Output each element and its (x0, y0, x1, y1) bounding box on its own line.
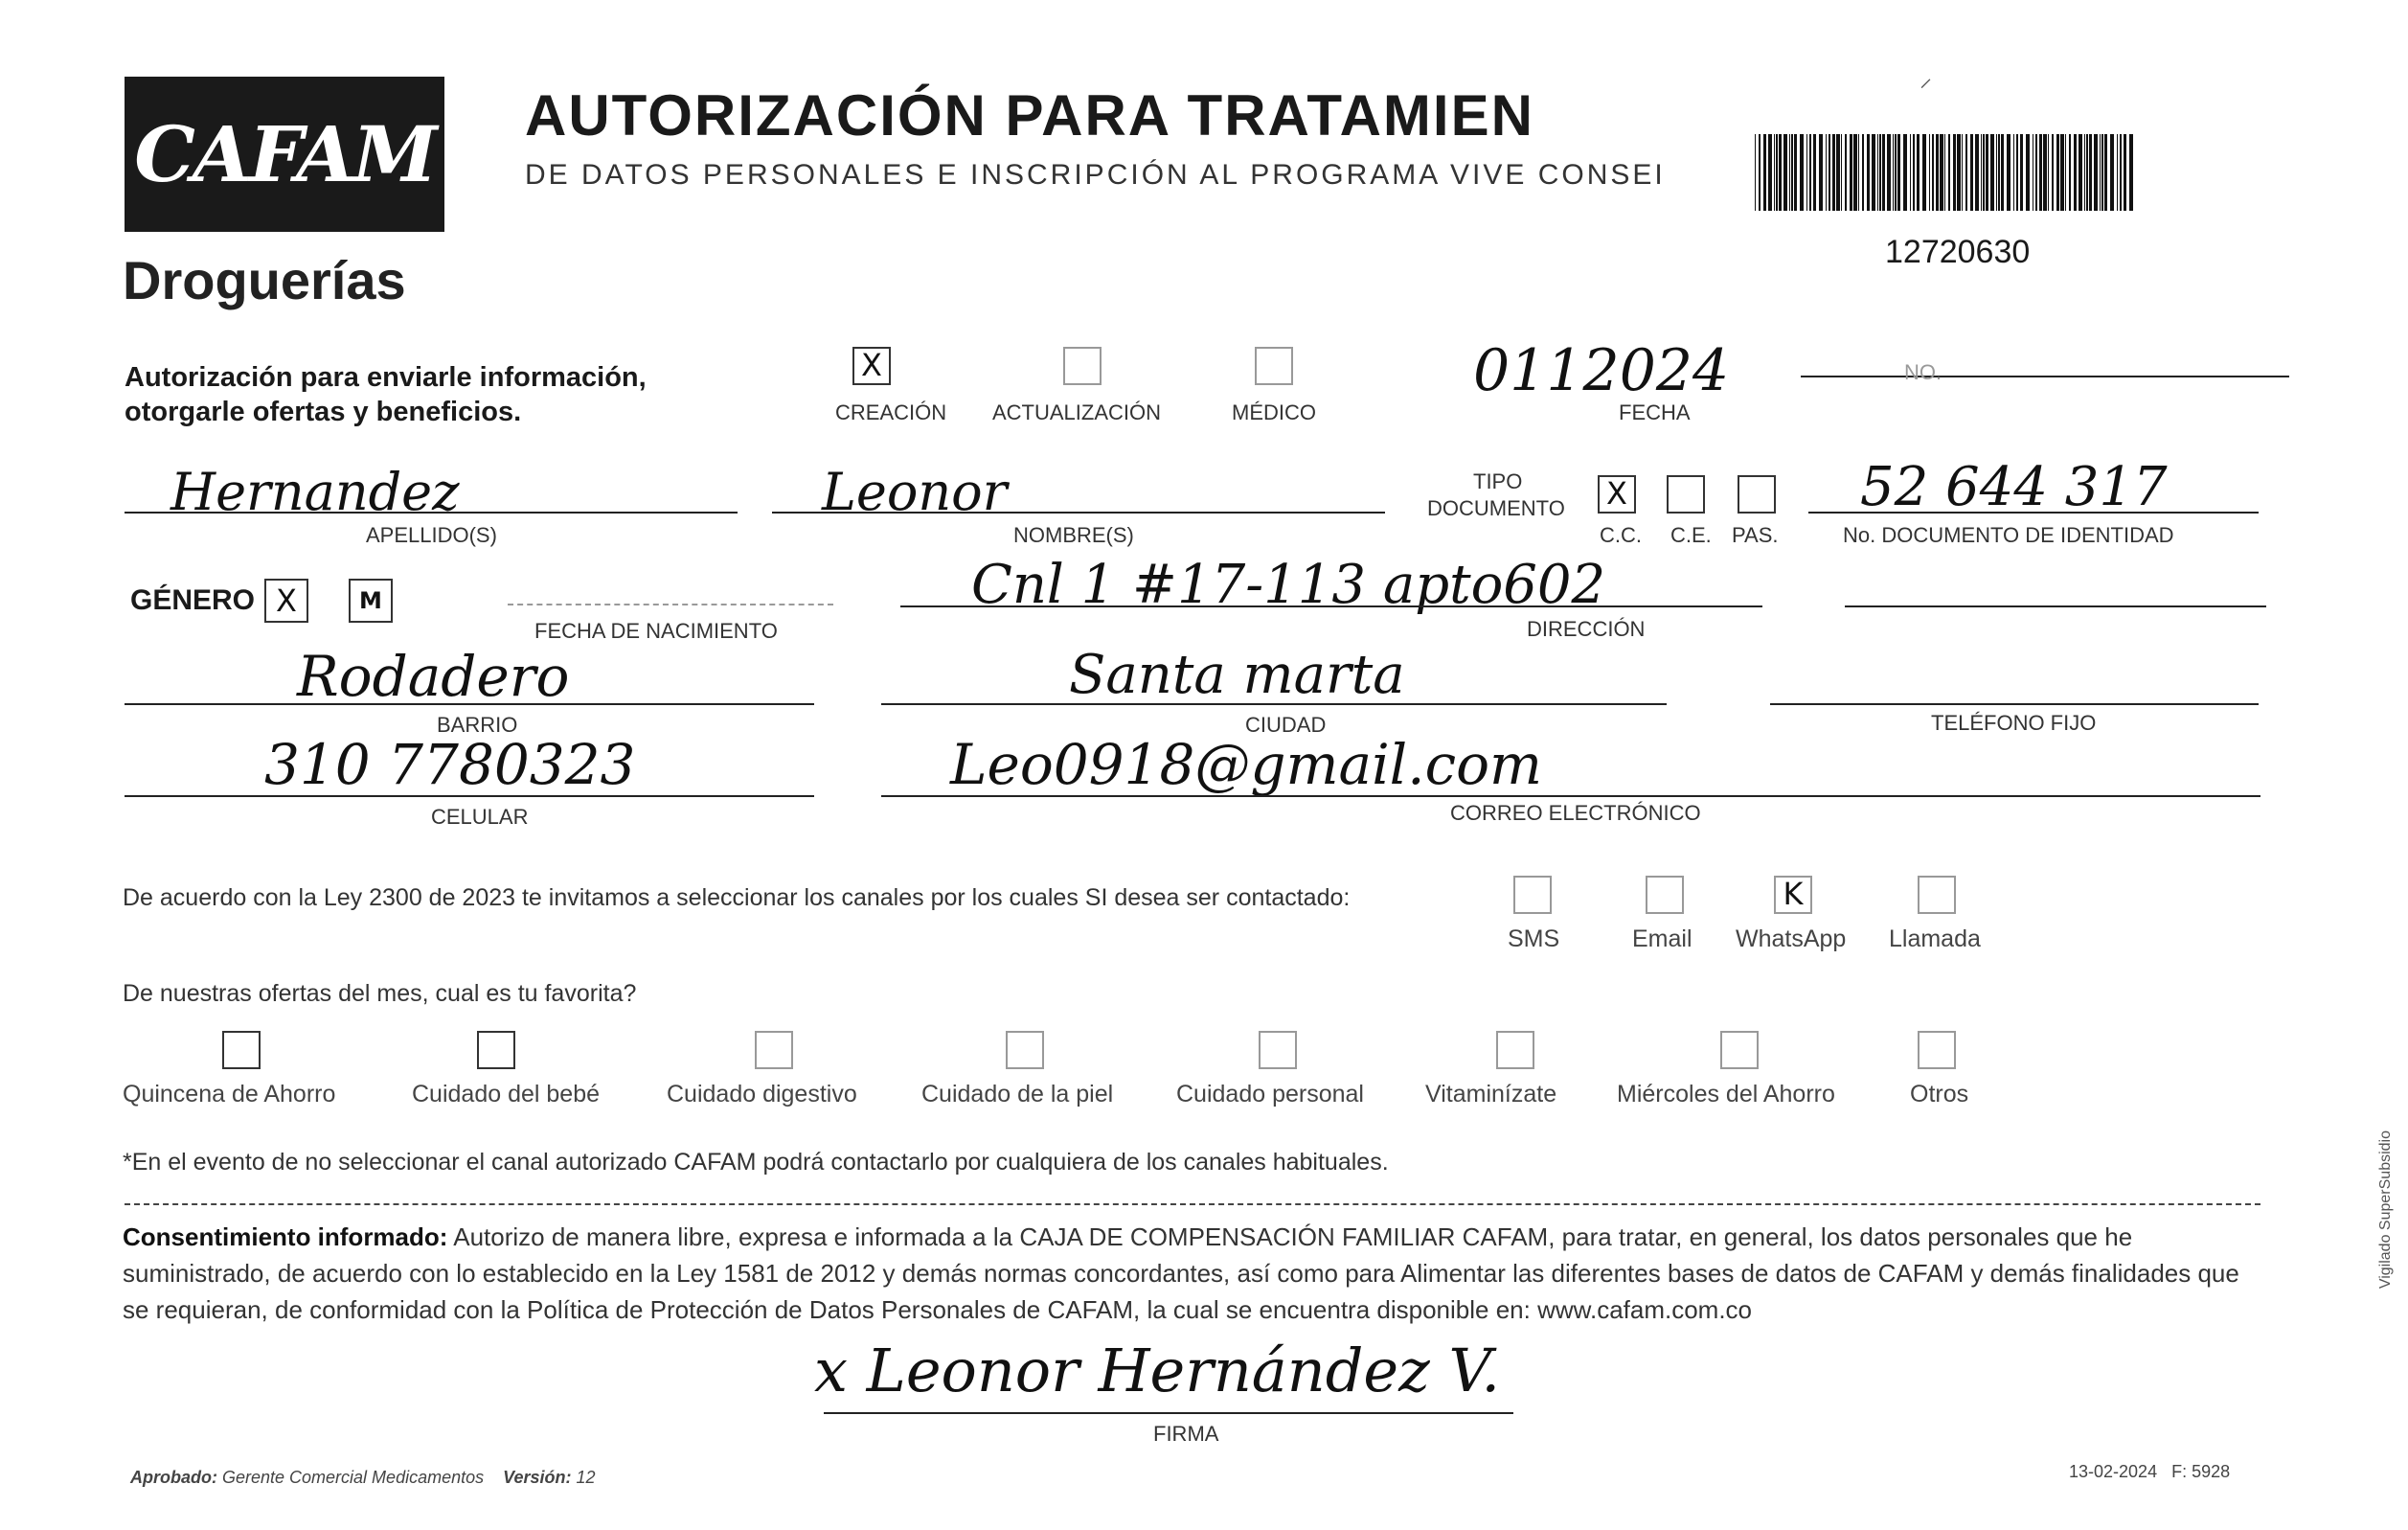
barcode-bar (2124, 134, 2126, 211)
barcode-bar (1832, 134, 1835, 211)
barcode-bar (2117, 134, 2118, 211)
barcode-bar (1877, 134, 1878, 211)
barcode-bar (1867, 134, 1870, 211)
barcode-bar (1965, 134, 1967, 211)
offer-miercoles-label: Miércoles del Ahorro (1617, 1081, 1835, 1108)
barcode-bar (1944, 134, 1945, 211)
offer-bebe-label: Cuidado del bebé (412, 1081, 600, 1108)
barcode-bar (1910, 134, 1911, 211)
genero-f-checkbox[interactable]: X (264, 579, 308, 623)
genero-label: GÉNERO (130, 584, 256, 616)
barcode-bar (1998, 134, 2000, 211)
barcode-bar (1813, 134, 1816, 211)
barcode-bar (1841, 134, 1842, 211)
barcode-bar (1789, 134, 1790, 211)
barrio-line (125, 703, 814, 705)
offer-personal-label: Cuidado personal (1176, 1081, 1364, 1108)
tipo-doc-label-1: TIPO (1473, 469, 1523, 493)
medico-checkbox[interactable] (1255, 347, 1293, 385)
fecha-value[interactable]: 0112024 (1473, 337, 1730, 404)
barcode (1753, 134, 2136, 211)
barcode-bar (2060, 134, 2064, 211)
auth-text-1: Autorización para enviarle información, (125, 362, 647, 393)
barcode-bar (1759, 134, 1761, 211)
offer-miercoles-checkbox[interactable] (1720, 1031, 1759, 1069)
barcode-bar (1779, 134, 1782, 211)
offer-digestivo-label: Cuidado digestivo (667, 1081, 857, 1108)
footer-date-code: 13-02-2024 F: 5928 (2069, 1462, 2231, 1481)
barcode-bar (1755, 134, 1756, 211)
barcode-bar (2007, 134, 2010, 211)
direccion-value[interactable]: Cnl 1 #17-113 apto602 (971, 554, 1606, 616)
barcode-bar (1962, 134, 1963, 211)
barcode-bar (1953, 134, 1956, 211)
barcode-bar (2026, 134, 2030, 211)
ciudad-value[interactable]: Santa marta (1069, 644, 1405, 706)
offer-otros-checkbox[interactable] (1918, 1031, 1956, 1069)
medico-label: MÉDICO (1232, 400, 1316, 424)
offer-bebe-checkbox[interactable] (477, 1031, 515, 1069)
barcode-bar (1970, 134, 1973, 211)
barcode-bar (1806, 134, 1807, 211)
whatsapp-label: WhatsApp (1736, 925, 1847, 952)
pas-label: PAS. (1732, 523, 1779, 547)
fecha-nacimiento-line (508, 604, 833, 605)
barcode-bar (2043, 134, 2047, 211)
barrio-label: BARRIO (437, 713, 518, 737)
barcode-bar (1996, 134, 1997, 211)
barcode-bar (1791, 134, 1793, 211)
celular-label: CELULAR (431, 805, 529, 829)
barcode-bar (1895, 134, 1897, 211)
offers-question: De nuestras ofertas del mes, cual es tu favorita? (123, 980, 637, 1007)
form-title: AUTORIZACIÓN PARA TRATAMIEN (525, 83, 1534, 148)
aprobado-value: Gerente Comercial Medicamentos (222, 1468, 485, 1487)
nombres-value[interactable]: Leonor (822, 462, 1008, 522)
barcode-bar (1913, 134, 1915, 211)
nombres-line (772, 512, 1385, 514)
offer-otros-label: Otros (1910, 1081, 1969, 1108)
barcode-bar (1826, 134, 1827, 211)
barcode-bar (2035, 134, 2037, 211)
documento-value[interactable]: 52 644 317 (1860, 456, 2168, 518)
barcode-bar (2016, 134, 2018, 211)
offer-vitaminizate-checkbox[interactable] (1496, 1031, 1534, 1069)
sms-label: SMS (1508, 925, 1560, 952)
whatsapp-checkbox[interactable]: K (1774, 876, 1812, 914)
llamada-label: Llamada (1889, 925, 1981, 952)
direccion-label: DIRECCIÓN (1527, 617, 1646, 641)
aprobado-label: Aprobado: (130, 1468, 217, 1487)
pen-mark: ⸝ (1920, 63, 1933, 92)
barcode-number: 12720630 (1885, 234, 2031, 270)
apellidos-value[interactable]: Hernandez (170, 462, 460, 522)
offer-personal-checkbox[interactable] (1259, 1031, 1297, 1069)
barcode-bar (1940, 134, 1943, 211)
offer-vitaminizate-label: Vitaminízate (1425, 1081, 1557, 1108)
brand-subtitle: Droguerías (123, 250, 406, 310)
barcode-bar (1879, 134, 1881, 211)
barcode-bar (2101, 134, 2103, 211)
barcode-bar (1768, 134, 1772, 211)
barcode-bar (1829, 134, 1830, 211)
footer-approval (130, 1468, 596, 1488)
ce-checkbox[interactable] (1667, 475, 1705, 514)
cafam-logo (125, 77, 444, 232)
barcode-bar (1836, 134, 1840, 211)
barcode-bar (2104, 134, 2107, 211)
signature-line (824, 1412, 1513, 1414)
barcode-bar (1990, 134, 1994, 211)
barcode-bar (2100, 134, 2101, 211)
celular-value[interactable]: 310 7780323 (264, 732, 636, 797)
barcode-bar (1853, 134, 1857, 211)
direccion-line-2 (1845, 605, 2266, 607)
section-divider (125, 1203, 2260, 1205)
barcode-bar (2039, 134, 2042, 211)
sms-checkbox[interactable] (1513, 876, 1552, 914)
barcode-bar (2086, 134, 2088, 211)
channels-question: De acuerdo con la Ley 2300 de 2023 te invitamos a seleccionar los canales por los cuales SI desea ser contactado: (123, 884, 1351, 911)
correo-label: CORREO ELECTRÓNICO (1450, 801, 1701, 825)
barcode-bar (1903, 134, 1907, 211)
offer-quincena-checkbox[interactable] (222, 1031, 261, 1069)
barcode-bar (1862, 134, 1864, 211)
apellidos-label: APELLIDO(S) (366, 523, 497, 547)
barcode-bar (1936, 134, 1939, 211)
version-value: 12 (576, 1468, 596, 1487)
consent-block (123, 1219, 2260, 1328)
pas-checkbox[interactable] (1738, 475, 1776, 514)
offer-piel-label: Cuidado de la piel (921, 1081, 1114, 1108)
email-checkbox[interactable] (1646, 876, 1684, 914)
barcode-bar (1981, 134, 1982, 211)
logo-text: CAFAM (134, 109, 435, 199)
ciudad-line (881, 703, 1667, 705)
correo-line (881, 795, 2260, 797)
celular-line (125, 795, 814, 797)
barcode-bar (2129, 134, 2133, 211)
actualizacion-label: ACTUALIZACIÓN (992, 400, 1162, 424)
no-label: NO. (1904, 360, 1942, 384)
barcode-bar (2120, 134, 2122, 211)
genero-m-checkbox[interactable]: M (349, 579, 393, 623)
barcode-bar (1983, 134, 1985, 211)
barcode-bar (2013, 134, 2014, 211)
barcode-bar (2089, 134, 2092, 211)
barcode-bar (1850, 134, 1852, 211)
channel-note: *En el evento de no seleccionar el canal autorizado CAFAM podrá contactarlo por cualquiera de los canales habituales. (123, 1149, 1389, 1176)
llamada-checkbox[interactable] (1918, 876, 1956, 914)
telefono-label: TELÉFONO FIJO (1931, 711, 2097, 735)
telefono-line (1770, 703, 2259, 705)
barcode-bar (1809, 134, 1811, 211)
creacion-label: CREACIÓN (835, 400, 947, 424)
cc-checkbox[interactable]: X (1598, 475, 1636, 514)
offer-quincena-label: Quincena de Ahorro (123, 1081, 336, 1108)
barcode-bar (1986, 134, 1988, 211)
barcode-bar (1794, 134, 1797, 211)
apellidos-line (125, 512, 738, 514)
barcode-bar (1917, 134, 1920, 211)
nombres-label: NOMBRE(S) (1013, 523, 1134, 547)
barcode-bar (1858, 134, 1859, 211)
offer-digestivo-checkbox[interactable] (755, 1031, 793, 1069)
version-label: Versión: (503, 1468, 572, 1487)
barcode-bar (1948, 134, 1950, 211)
barcode-bar (1872, 134, 1875, 211)
offer-piel-checkbox[interactable] (1006, 1031, 1044, 1069)
barcode-bar (1897, 134, 1900, 211)
tipo-doc-label-2: DOCUMENTO (1427, 496, 1565, 520)
documento-label: No. DOCUMENTO DE IDENTIDAD (1843, 523, 2174, 547)
actualizacion-checkbox[interactable] (1063, 347, 1102, 385)
barcode-bar (2056, 134, 2059, 211)
form-subtitle: DE DATOS PERSONALES E INSCRIPCIÓN AL PROGRAMA VIVE CONSEI (525, 159, 1666, 191)
barcode-bar (1882, 134, 1885, 211)
barcode-bar (1893, 134, 1894, 211)
barcode-bar (1975, 134, 1979, 211)
no-line (1801, 376, 2289, 377)
documento-line (1808, 512, 2259, 514)
consent-text: Autorizo de manera libre, expresa e informada a la CAJA DE COMPENSACIÓN FAMILIAR CAFAM, para tratar, en general, los datos personales que he suministrado, de acuerdo con lo establecido en la Ley 1581 de 2012 y demás normas concordantes, así como para Alimentar las diferentes bases de datos de CAFAM y demás finalidades que se requieran, de conformidad con la Política de Protección de Datos Personales de CAFAM, la cual se encuentra disponible en: www.cafam.com.co (123, 1222, 2239, 1324)
barcode-bar (2110, 134, 2114, 211)
creacion-checkbox[interactable]: X (852, 347, 891, 385)
barcode-bar (1929, 134, 1930, 211)
direccion-line (900, 605, 1762, 607)
barcode-bar (2001, 134, 2004, 211)
cc-label: C.C. (1600, 523, 1642, 547)
vigilado-side-text: Vigilado SuperSubsidio (2377, 1130, 2394, 1290)
barcode-bar (1922, 134, 1926, 211)
barcode-bar (2065, 134, 2066, 211)
barrio-value[interactable]: Rodadero (297, 644, 570, 709)
correo-value[interactable]: Leo0918@gmail.com (950, 732, 1543, 797)
barcode-bar (1932, 134, 1934, 211)
barcode-bar (1800, 134, 1804, 211)
fecha-label: FECHA (1619, 400, 1691, 424)
consent-heading: Consentimiento informado: (123, 1222, 448, 1251)
barcode-bar (1776, 134, 1778, 211)
barcode-bar (1957, 134, 1961, 211)
signature-value[interactable]: x Leonor Hernández V. (814, 1336, 1501, 1405)
barcode-bar (2084, 134, 2085, 211)
barcode-bar (2079, 134, 2082, 211)
barcode-bar (2069, 134, 2071, 211)
barcode-bar (1783, 134, 1787, 211)
auth-text-2: otorgarle ofertas y beneficios. (125, 397, 522, 427)
barcode-bar (1774, 134, 1775, 211)
email-label: Email (1632, 925, 1692, 952)
barcode-bar (1845, 134, 1847, 211)
signature-label: FIRMA (1153, 1422, 1219, 1446)
fecha-nacimiento-label: FECHA DE NACIMIENTO (534, 619, 778, 643)
barcode-bar (1887, 134, 1891, 211)
barcode-bar (1819, 134, 1823, 211)
ce-label: C.E. (1670, 523, 1712, 547)
barcode-bar (2020, 134, 2023, 211)
barcode-bar (1763, 134, 1766, 211)
barcode-bar (2048, 134, 2049, 211)
barcode-bar (2094, 134, 2098, 211)
barcode-bar (2074, 134, 2077, 211)
ciudad-label: CIUDAD (1245, 713, 1327, 737)
barcode-bar (2052, 134, 2054, 211)
